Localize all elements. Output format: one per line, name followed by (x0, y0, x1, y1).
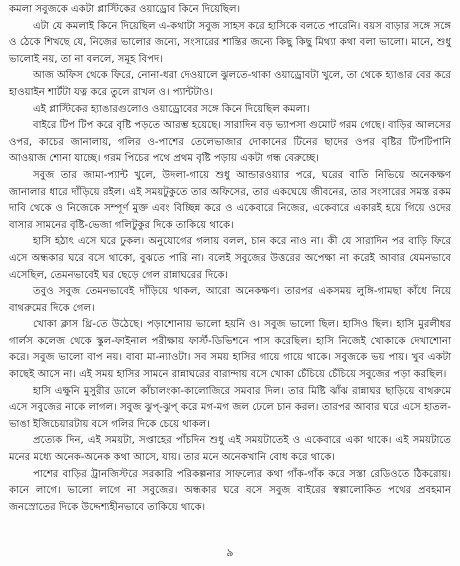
paragraph: বাইরে টিপ টিপ করে বৃষ্টি পড়তে আরম্ভ হয়েছে। সারাদিন বড় ভ্যাপসা গুমোট গরম গেছে। বাড়ির আলসের ওপর, কাচের জানালায়, গলির ও-পাশের তেলেভাজার দোকানের টিনের ছাদের ওপর বৃষ্টির টিপটিপানি আওয়াজ শোনা যাচ্ছে। গরম পিচের পথে প্রথম বৃষ্টি পড়ায় একটা গন্ধ বেরুচ্ছে। (9, 120, 451, 165)
paragraph: সবুজ তার জামা-প্যান্ট খুলে, উদলা-গায়ে শুধু আন্ডারওয়্যার পরে, ঘরের বাতি নিভিয়ে অনেকক্ষণ জানালার ধারে দাঁড়িয়ে রইল। এই সময়টুকুতে তার অফিসের, তার একঘেয়ে জীবনের, তার সংসারের সমস্ত রকম দাবি থেকে ও নিজেকে সম্পূর্ণ মুক্ত এবং বিচ্ছিন্ন করে ও একেবারে নিজের, একেবারে একারই হয়ে গিয়ে ওদের বাসার সামনের বৃষ্টি-ভেজা গলিটুকুর দিকে তাকিয়ে থাকে। (9, 169, 451, 231)
paragraph: আজ অফিস থেকে ফিরে, নোনা-ধরা দেওয়ালে ঝুলতে-থাকা ওয়াড্রোবটা খুলে, তা থেকে হ্যাঙার বের করে হাওয়াইন শার্টটা যত্ন করে তুলে রাখল ও। প্যান্টটাও। (9, 70, 451, 98)
paragraph: এটা যে কমলাই কিনে দিয়েছিল এ-কথাটা সবুজ সাহস করে হাসিকে বলতে পারেনি। বয়স বাড়ার সঙ্গে সঙ্গে ও ঠেকে শিখছে যে, নিজের ভালোর জন্যে, সংসারের শান্তির জন্যে কিছু কিছু মিথ্যা কথা বলা ভালো। মানে, শুধু ভালোই নয়, তা না বললে, সমূহ বিপদ। (9, 20, 451, 65)
paragraph: তবুও সবুজ তেমনভাবেই দাঁড়িয়ে থাকল, আরো অনেকক্ষণ। তারপর একসময় লুঙ্গি-গামছা কাঁধে নিয়ে বাথরুমের দিকে গেল। (9, 286, 451, 314)
paragraph: হাসি হঠাৎ এসে ঘরে ঢুকল। অনুযোগের গলায় বলল, চান করে নাও না। কী যে সারাদিন পর বাড়ি ফিরে এসে অন্ধকার ঘরে বসে থাকো, বুঝতে পারি না। বলেই সবুজের উত্তরের অপেক্ষা না করেই আবার যেমনভাবে এসেছিল, তেমনভাবেই ঘর ছেড়ে গেল রান্নাঘরের দিকে। (9, 236, 451, 281)
paragraph: কমলা সবুজকে একটা প্লাস্টিকের ওয়াড্রোব কিনে দিয়েছিল। (9, 4, 241, 15)
paragraph: পাশের বাড়ির ট্রানজিস্টরে সরকারি পরিকল্পনার সাফল্যের কথা গাঁক-গাঁক করে সস্তা রেডিওতে ঠিকরোয়। কানে লাগে। ভালো লাগে না সবুজের। অন্ধকার ঘরে বসে সবুজ বাইরের স্বল্পালোকিত পথের প্রবহমান জনস্রোতের দিকে উদ্দেশ্যহীনভাবে তাকিয়ে থাকে। (9, 468, 451, 513)
paragraph: এই প্লাস্টিকের হ্যাঙারগুলোও ওয়াড্রোবের সঙ্গে কিনে দিয়েছিল কমলা। (33, 103, 310, 115)
paragraph: হাসি এক্ষুনি মুসুরীর ডালে কাঁচালংকা-কালোজিরে সমবার দিল। তার মিষ্টি ঝাঁঝ রান্নাঘর ছাড়িয়ে বাথরুমে এসে সবুজের নাকে লাগল। সবুজ ঝুপ্-ঝুপ্ করে মগ-মগ জল ঢেলে চান করল। তারপর আবার ঘরে এসে হাতল-ভাঙা ইজিচেয়ারটায় বসে গলির দিকে চেয়ে থাকল। (9, 385, 451, 430)
page-body (9, 2, 451, 516)
paragraph: প্রত্যেক দিন, এই সময়টা, সপ্তাহের পাঁচদিন শুধু এই সময়টাতেই ও একেবারে একা থাকে। এই সময়টাতে মনের মধ্যে অনেক-অনেক কথা আসে, যায়। তার মনে অনেকখানি বোধ করে থাকে। (9, 435, 451, 464)
page-number: ৯ (226, 546, 234, 559)
paragraph: খোকা ক্লাস থ্রি-তে উঠেছে। পড়াশোনায় ভালো হয়নি ও। সবুজ ভালো ছিল। হাসিও ছিল। হাসি মুরলীধর গার্লস কলেজ থেকে স্কুল-ফাইনাল পরীক্ষায় ফার্স্ট-ডিভিশনে পাস করেছিল। হাসি নিজেই খোকাকে দেখাশোনা করে। সবুজ ভালো বাপ নয়। বাবা মা-ন্যাওটা। সব সময় হাসির গায়ে গায়ে থাকে। সবুজকে ভয় পায়। খুব একটা কাছেই আসে না। এই সময় হাসির সামনে রান্নাঘরের বারান্দায় বসে খোকা চেঁচিয়ে চেঁচিয়ে সবুজের পড়া করছিল। (9, 319, 451, 381)
